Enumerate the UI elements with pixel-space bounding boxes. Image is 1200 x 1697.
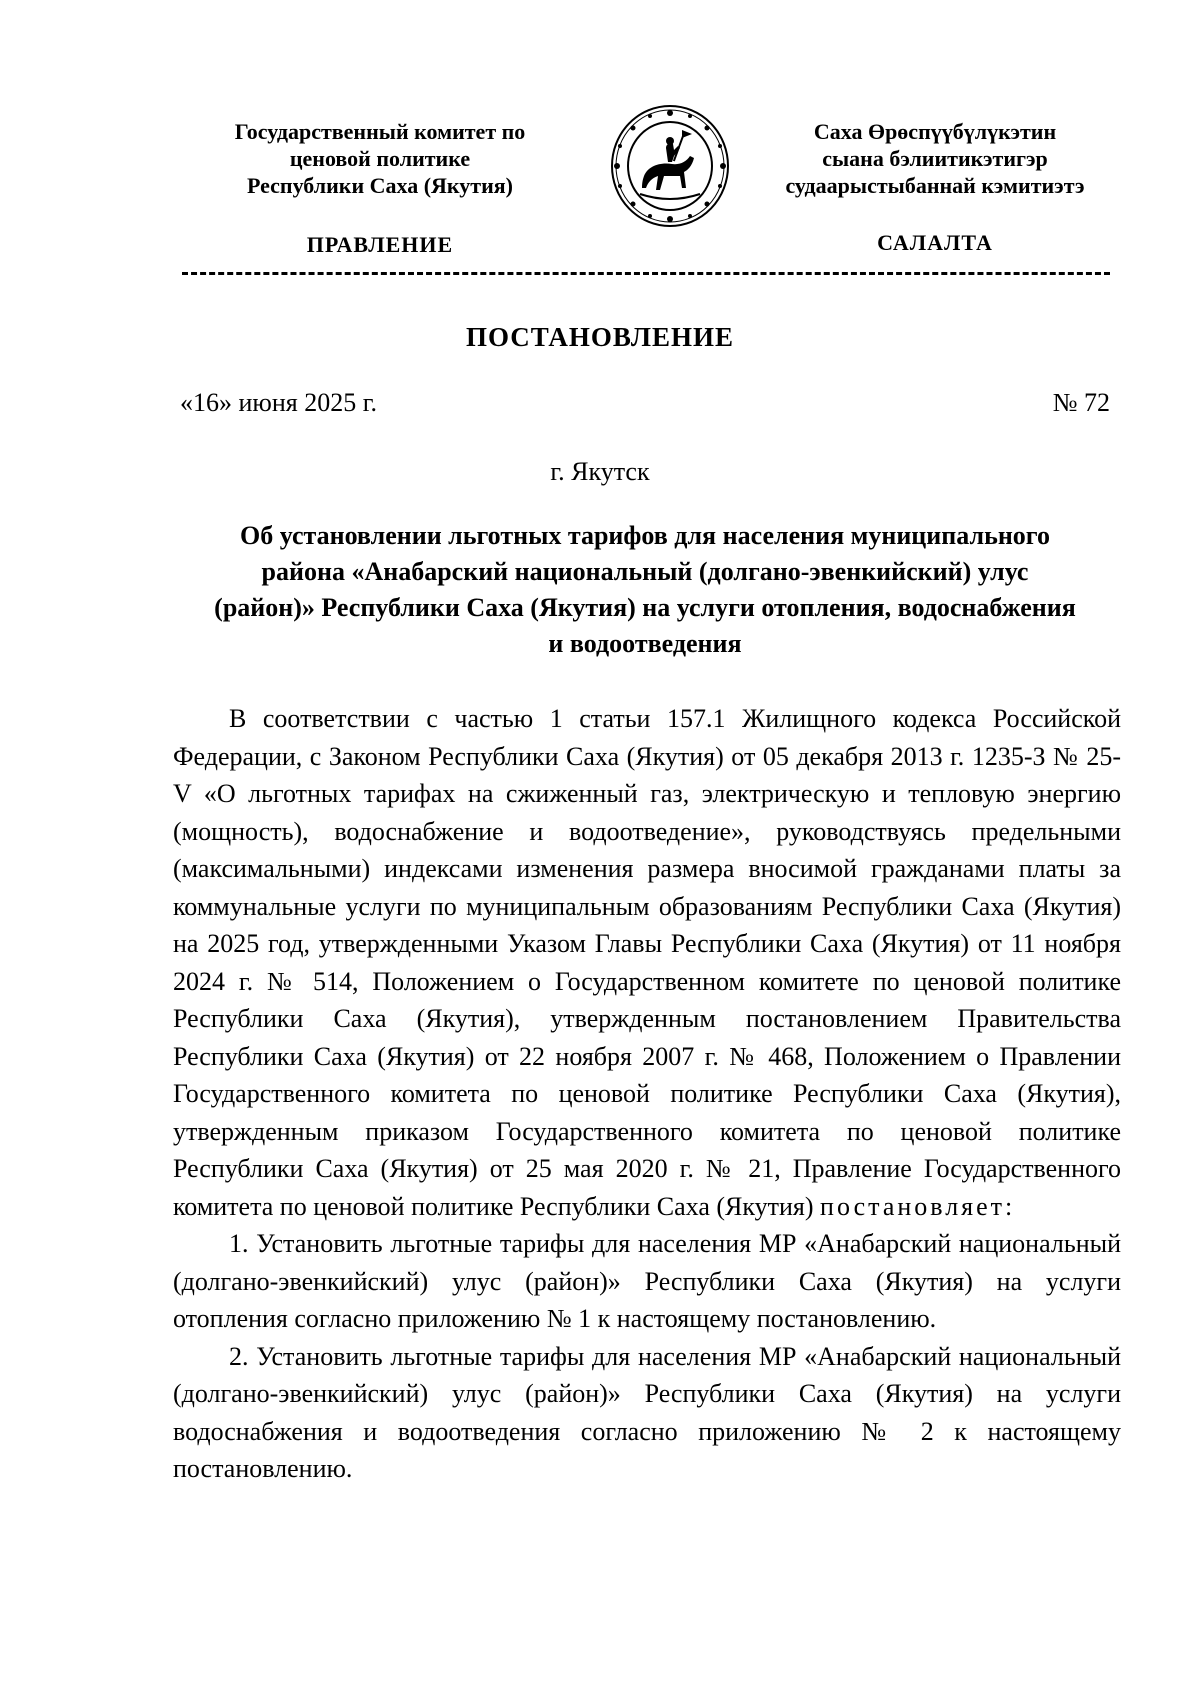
decree-item-2: 2. Установить льготные тарифы для населения МР «Анабарский национальный (долгано-эвенкийский) улус (район)» Республики Саха (Якутия) на услуги водоснабжения и водоотведения согласно приложению № 2 к настоящему постановлению. xyxy=(173,1341,1121,1483)
header-right-line-3: судаарыстыбаннай кэмитиэтэ xyxy=(785,173,1085,198)
header-right-line-2: сыана бэлиитикэтигэр xyxy=(822,146,1048,171)
document-number: № 72 xyxy=(1052,388,1110,417)
header-left-line-1: Государственный комитет по xyxy=(234,119,526,144)
board-label-russian: ПРАВЛЕНИЕ xyxy=(306,232,454,257)
decree-item-1: 1. Установить льготные тарифы для населения МР «Анабарский национальный (долгано-эвенкийский) улус (район)» Республики Саха (Якутия) на услуги отопления согласно приложению № 1 к настоящему постановлению. xyxy=(173,1229,1121,1333)
preamble-text: В соответствии с частью 1 статьи 157.1 Жилищного кодекса Российской Федерации, с Законом Республики Саха (Якутия) от 05 декабря 2013 г. 1235-З № 25-V «О льготных тарифах на сжиженный газ, электрическую и тепловую энергию (мощность), водоснабжение и водоотведение», руководствуясь предельными (максимальными) индексами изменения размера вносимой гражданами платы за коммунальные услуги по муниципальным образованиям Республики Саха (Якутия) на 2025 год, утвержденными Указом Главы Республики Саха (Якутия) от 11 ноября 2024 г. № 514, Положением о Государственном комитете по ценовой политике Республики Саха (Якутия), утвержденным постановлением Правительства Республики Саха (Якутия) от 22 ноября 2007 г. № 468, Положением о Правлении Государственного комитета по ценовой политике Республики Саха (Якутия), утвержденным приказом Государственного комитета по ценовой политике Республики Саха (Якутия) от 25 мая 2020 г. № 21, Правление Государственного комитета по ценовой политике Республики Саха (Якутия) xyxy=(173,704,1121,1221)
header-left-organization xyxy=(170,118,590,199)
document-title-line-2: района «Анабарский национальный (долгано-эвенкийский) улус xyxy=(261,557,1029,586)
header-right-organization xyxy=(745,118,1125,199)
header-divider xyxy=(182,272,1110,275)
document-city: г. Якутск xyxy=(550,457,650,486)
preamble-paragraph xyxy=(173,700,1121,1225)
header-right-line-1: Саха Өрөспүүбүлүкэтин xyxy=(813,119,1057,144)
document-title xyxy=(170,518,1120,662)
republic-sakha-coat-of-arms-icon xyxy=(608,104,732,228)
document-type: ПОСТАНОВЛЕНИЕ xyxy=(465,322,735,352)
document-title-line-1: Об установлении льготных тарифов для населения муниципального xyxy=(240,521,1050,550)
board-label-sakha: САЛАЛТА xyxy=(877,230,993,255)
header-left-line-2: ценовой политике xyxy=(289,146,471,171)
document-date: «16» июня 2025 г. xyxy=(180,388,377,417)
document-body xyxy=(173,700,1121,1488)
header-left-line-3: Республики Саха (Якутия) xyxy=(246,173,514,198)
document-title-line-3: (район)» Республики Саха (Якутия) на услуги отопления, водоснабжения xyxy=(214,593,1076,622)
decree-word: постановляет: xyxy=(820,1191,1016,1221)
document-title-line-4: и водоотведения xyxy=(548,629,742,658)
